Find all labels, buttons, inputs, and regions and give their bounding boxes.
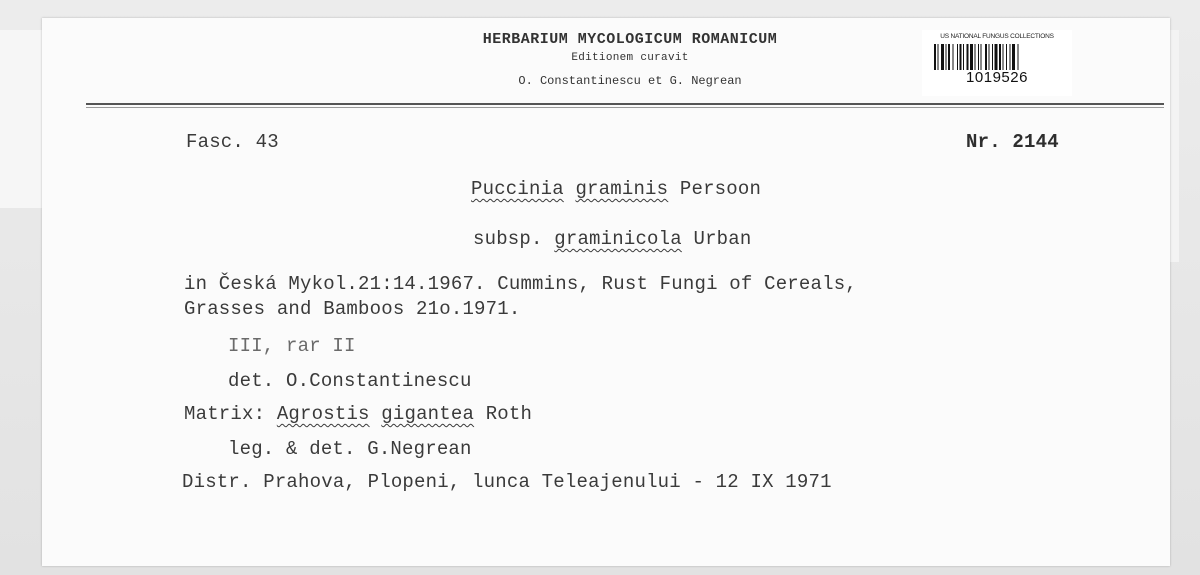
header-divider-thin (86, 107, 1164, 108)
host-author: Roth (485, 403, 533, 425)
editors-names: O. Constantinescu et G. Negrean (518, 74, 742, 88)
matrix-line (184, 403, 532, 425)
citation-line-2: Grasses and Bamboos 21o.1971. (184, 298, 521, 320)
spore-stage: III, rar II (228, 335, 356, 357)
barcode-sticker (922, 30, 1072, 96)
label-header (380, 30, 880, 91)
header-divider (86, 103, 1164, 105)
fascicle-number: Fasc. 43 (186, 131, 279, 153)
species-author: Persoon (679, 178, 762, 200)
subspecies-line (473, 228, 751, 250)
subsp-prefix: subsp. (473, 228, 543, 250)
species-epithet: graminis (575, 178, 669, 200)
locality: Distr. Prahova, Plopeni, lunca Teleajenului - 12 IX 1971 (182, 471, 832, 493)
paper-edge-left (0, 30, 45, 208)
matrix-label: Matrix: (184, 403, 266, 425)
host-genus: Agrostis (276, 403, 370, 425)
exsiccata-number: Nr. 2144 (966, 131, 1059, 153)
determiner: det. O.Constantinescu (228, 370, 472, 392)
citation-line-1: in Česká Mykol.21:14.1967. Cummins, Rust Fungi of Cereals, (184, 273, 857, 295)
host-species: gigantea (381, 403, 475, 425)
collector: leg. & det. G.Negrean (228, 438, 472, 460)
subspecies-epithet: graminicola (554, 228, 682, 250)
institution-title: HERBARIUM MYCOLOGICUM ROMANICUM (482, 31, 778, 48)
barcode-caption: US NATIONAL FUNGUS COLLECTIONS (940, 33, 1054, 40)
editor-line: Editionem curavit (571, 52, 689, 64)
genus-name: Puccinia (471, 178, 564, 200)
barcode-number: 1019526 (966, 69, 1028, 86)
subspecies-author: Urban (693, 228, 752, 250)
barcode-icon (932, 44, 1062, 70)
taxon-name (471, 178, 761, 200)
